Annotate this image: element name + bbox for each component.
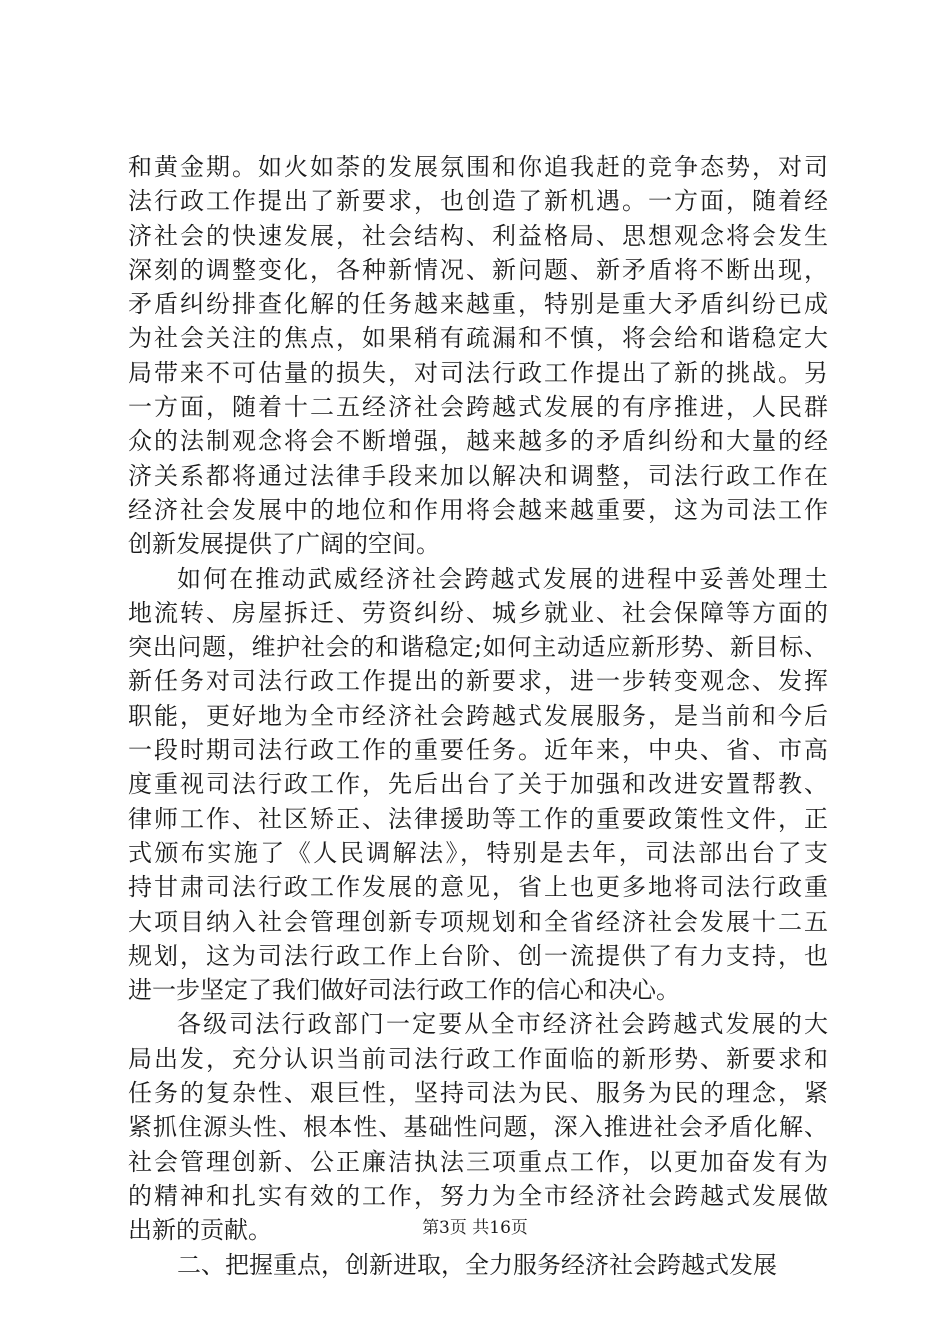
paragraph-start-line: 如何在推动武威经济社会跨越式发展的进程中妥善处理土 [177, 564, 828, 593]
text-line: 众的法制观念将会不断增强，越来越多的矛盾纠纷和大量的经 [128, 427, 828, 456]
paragraph-end-line: 创新发展提供了广阔的空间。 [128, 530, 440, 559]
text-line: 一段时期司法行政工作的重要任务。近年来，中央、省、市高 [128, 736, 828, 765]
page-footer [0, 1216, 950, 1240]
text-line: 局出发，充分认识当前司法行政工作面临的新形势、新要求和 [128, 1044, 828, 1073]
text-line: 大项目纳入社会管理创新专项规划和全省经济社会发展十二五 [128, 907, 828, 936]
text-line: 济社会的快速发展，社会结构、利益格局、思想观念将会发生 [128, 221, 828, 250]
text-line: 职能，更好地为全市经济社会跨越式发展服务，是当前和今后 [128, 701, 828, 730]
text-line: 度重视司法行政工作，先后出台了关于加强和改进安置帮教、 [128, 770, 828, 799]
text-line: 的精神和扎实有效的工作，努力为全市经济社会跨越式发展做 [128, 1181, 828, 1210]
text-line: 持甘肃司法行政工作发展的意见，省上也更多地将司法行政重 [128, 873, 828, 902]
text-line: 新任务对司法行政工作提出的新要求，进一步转变观念、发挥 [128, 667, 828, 696]
paragraph-start-line: 各级司法行政部门一定要从全市经济社会跨越式发展的大 [177, 1010, 828, 1039]
paragraph-end-line: 进一步坚定了我们做好司法行政工作的信心和决心。 [128, 976, 680, 1005]
text-line: 规划，这为司法行政工作上台阶、创一流提供了有力支持，也 [128, 941, 828, 970]
text-line: 任务的复杂性、艰巨性，坚持司法为民、服务为民的理念，紧 [128, 1079, 828, 1108]
text-line: 社会管理创新、公正廉洁执法三项重点工作，以更加奋发有为 [128, 1147, 828, 1176]
text-line: 一方面，随着十二五经济社会跨越式发展的有序推进，人民群 [128, 393, 828, 422]
page-indicator: 第3页 共16页 [422, 1218, 528, 1238]
text-line: 和黄金期。如火如荼的发展氛围和你追我赶的竞争态势，对司 [128, 153, 828, 181]
body-text [128, 150, 828, 1282]
text-line: 局带来不可估量的损失，对司法行政工作提出了新的挑战。另 [128, 358, 828, 387]
text-line: 经济社会发展中的地位和作用将会越来越重要，这为司法工作 [128, 495, 828, 524]
text-line: 式颁布实施了《人民调解法》，特别是去年，司法部出台了支 [128, 838, 828, 867]
text-line: 地流转、房屋拆迁、劳资纠纷、城乡就业、社会保障等方面的 [128, 598, 828, 627]
text-line: 矛盾纠纷排查化解的任务越来越重，特别是重大矛盾纠纷已成 [128, 290, 828, 319]
paragraph-end-line: 出新的贡献。 [128, 1216, 272, 1245]
section-heading: 二、把握重点，创新进取，全力服务经济社会跨越式发展 [177, 1250, 777, 1279]
text-line: 律师工作、社区矫正、法律援助等工作的重要政策性文件，正 [128, 804, 828, 833]
text-line: 深刻的调整变化，各种新情况、新问题、新矛盾将不断出现， [128, 255, 828, 284]
text-line: 为社会关注的焦点，如果稍有疏漏和不慎，将会给和谐稳定大 [128, 324, 828, 353]
text-line: 紧抓住源头性、根本性、基础性问题，深入推进社会矛盾化解、 [128, 1113, 828, 1142]
text-line: 济关系都将通过法律手段来加以解决和调整，司法行政工作在 [128, 461, 828, 490]
text-line: 突出问题，维护社会的和谐稳定;如何主动适应新形势、新目标、 [128, 633, 828, 662]
text-line: 法行政工作提出了新要求，也创造了新机遇。一方面，随着经 [128, 187, 828, 216]
